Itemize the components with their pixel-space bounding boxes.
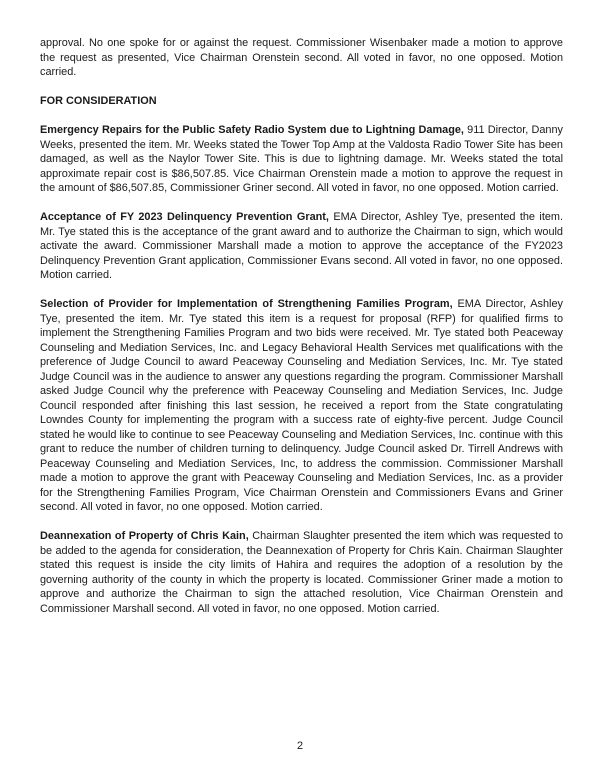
- agenda-item-delinquency-grant: [40, 210, 563, 283]
- document-page: [40, 36, 563, 631]
- item-title: Selection of Provider for Implementation of Strengthening Families Program,: [40, 298, 453, 310]
- item-title: Deannexation of Property of Chris Kain,: [40, 530, 249, 542]
- item-body: EMA Director, Ashley Tye, presented the item. Mr. Tye stated this is the acceptance of the grant award and to authorize the Chairman to sign, which would activate the award. Commissioner Marshall made a motion to approve the acceptance of the FY2023 Delinquency Prevention Grant application, Commissioner Evans second. All voted in favor, no one opposed. Motion carried.: [40, 211, 563, 281]
- item-title: Emergency Repairs for the Public Safety Radio System due to Lightning Damage,: [40, 124, 464, 136]
- item-title: Acceptance of FY 2023 Delinquency Prevention Grant,: [40, 211, 329, 223]
- page-number: 2: [296, 740, 304, 752]
- agenda-item-deannexation: [40, 529, 563, 616]
- agenda-item-strengthening-families: [40, 297, 563, 515]
- section-heading: FOR CONSIDERATION: [40, 95, 157, 107]
- item-body: Chairman Slaughter presented the item which was requested to be added to the agenda for consideration, the Deannexation of Property for Chris Kain. Chairman Slaughter stated this request is inside the city limits of Hahira and requires the adoption of a resolution by the governing authority of the county in which the property is located. Commissioner Griner made a motion to approve and authorize the Chairman to sign the attached resolution, Vice Chairman Orenstein and Commissioner Marshall second. All voted in favor, no one opposed. Motion carried.: [40, 530, 563, 615]
- agenda-item-emergency-repairs: [40, 123, 563, 196]
- item-body: EMA Director, Ashley Tye, presented the item. Mr. Tye stated this item is a request for proposal (RFP) for qualified firms to implement the Strengthening Families Program and two bids were received. Mr. Tye stated both Peaceway Counseling and Mediation Services, Inc. and Legacy Behavioral Health Services met qualifications with the preference of Judge Council to award Peaceway Counseling and Mediation Services, Inc. Mr. Tye stated Judge Council was in the audience to answer any questions regarding the program. Commissioner Marshall asked Judge Council why the preference with Peaceway Counseling and Mediation Services, Inc. Judge Council responded after finishing this last session, he received a report from the State congratulating Lowndes County for implementing the program with a success rate of eighty-five percent. Judge Council stated he would like to continue to see Peaceway Counseling and Mediation Services, Inc. continue with this grant to reduce the number of children turning to delinquency. Judge Council asked Dr. Tirrell Andrews with Peaceway Counseling and Mediation Services, Inc, to address the commission. Commissioner Marshall made a motion to approve the grant with Peaceway Counseling and Mediation Services, Inc. as a provider for the Strengthening Families Program, Vice Chairman Orenstein and Commissioners Evans and Griner second. All voted in favor, no one opposed. Motion carried.: [40, 298, 563, 513]
- continuation-paragraph: approval. No one spoke for or against the request. Commissioner Wisenbaker made a motion to approve the request as presented, Vice Chairman Orenstein second. All voted in favor, no one opposed. Motion carried.: [40, 37, 563, 78]
- item-body: 911 Director, Danny Weeks, presented the item. Mr. Weeks stated the Tower Top Amp at the Valdosta Radio Tower Site has been damaged, as well as the Naylor Tower Site. This is due to lightning damage. Mr. Weeks stated the total approximate repair cost is $86,507.85. Vice Chairman Orenstein made a motion to approve the request in the amount of $86,507.85, Commissioner Griner second. All voted in favor, no one opposed. Motion carried.: [40, 124, 563, 194]
